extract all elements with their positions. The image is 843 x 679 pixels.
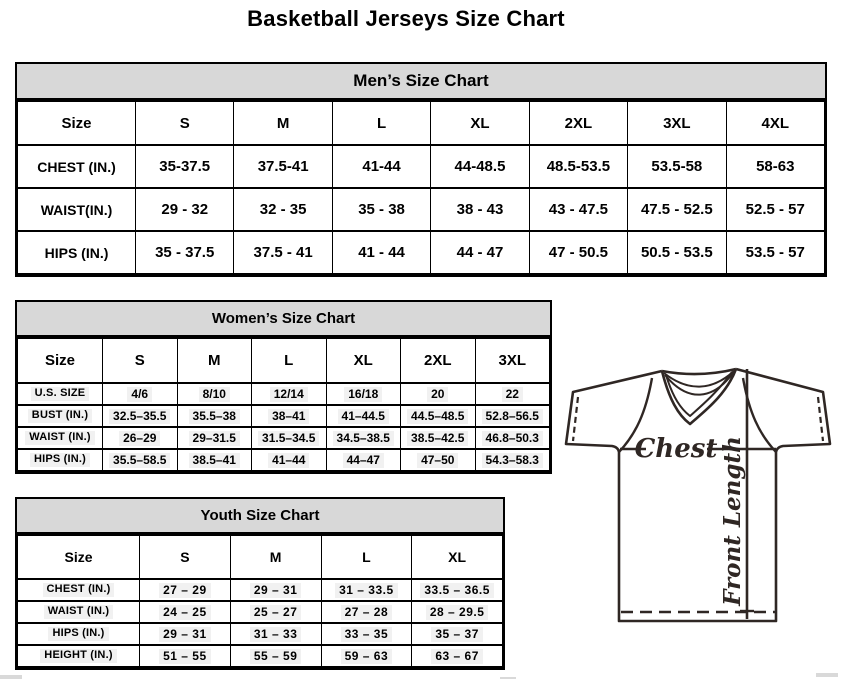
cropped-cell-artifact [0, 675, 22, 679]
youth-value-cell: 55 – 59 [230, 645, 321, 667]
womens-value-cell: 20 [401, 383, 476, 405]
youth-data-row [18, 623, 503, 645]
mens-value-cell: 53.5-58 [628, 145, 726, 188]
mens-value-cell: 38 - 43 [431, 188, 529, 231]
youth-value-cell: 35 – 37 [412, 623, 503, 645]
youth-column-header: Size [18, 535, 140, 579]
womens-value-cell: 29–31.5 [177, 427, 252, 449]
womens-column-header: L [252, 338, 327, 383]
womens-value-cell: 26–29 [103, 427, 178, 449]
womens-value-cell: 54.3–58.3 [475, 449, 550, 471]
youth-value-cell: 24 – 25 [140, 601, 231, 623]
mens-value-cell: 37.5 - 41 [234, 231, 332, 274]
mens-header-row [18, 101, 825, 145]
womens-column-header: M [177, 338, 252, 383]
youth-value-cell: 63 – 67 [412, 645, 503, 667]
womens-column-header: XL [326, 338, 401, 383]
youth-value-cell: 28 – 29.5 [412, 601, 503, 623]
womens-value-cell: 44.5–48.5 [401, 405, 476, 427]
page-title: Basketball Jerseys Size Chart [247, 6, 565, 31]
womens-value-cell: 41–44.5 [326, 405, 401, 427]
womens-value-cell: 4/6 [103, 383, 178, 405]
right-cuff-dashed-icon [818, 397, 823, 441]
mens-value-cell: 29 - 32 [136, 188, 234, 231]
mens-value-cell: 41 - 44 [332, 231, 430, 274]
youth-data-row [18, 579, 503, 601]
mens-column-header: XL [431, 101, 529, 145]
womens-value-cell: 38–41 [252, 405, 327, 427]
youth-data-row [18, 601, 503, 623]
youth-value-cell: 31 – 33 [230, 623, 321, 645]
mens-value-cell: 48.5-53.5 [529, 145, 627, 188]
womens-row-label: U.S. SIZE [18, 383, 103, 405]
collar-top-edge-icon [662, 369, 736, 374]
mens-column-header: M [234, 101, 332, 145]
youth-size-table [17, 534, 503, 668]
mens-value-cell: 35 - 37.5 [136, 231, 234, 274]
youth-value-cell: 33.5 – 36.5 [412, 579, 503, 601]
left-cuff-dashed-icon [573, 397, 578, 441]
womens-value-cell: 52.8–56.5 [475, 405, 550, 427]
youth-size-chart-panel [15, 497, 505, 670]
youth-value-cell: 59 – 63 [321, 645, 412, 667]
youth-value-cell: 33 – 35 [321, 623, 412, 645]
womens-value-cell: 35.5–58.5 [103, 449, 178, 471]
mens-data-row [18, 231, 825, 274]
mens-size-chart-panel [15, 62, 827, 277]
womens-value-cell: 35.5–38 [177, 405, 252, 427]
mens-value-cell: 32 - 35 [234, 188, 332, 231]
chest-label: Chest [634, 434, 718, 464]
youth-column-header: L [321, 535, 412, 579]
mens-size-table [17, 100, 825, 275]
womens-row-label: BUST (IN.) [18, 405, 103, 427]
mens-column-header: 2XL [529, 101, 627, 145]
mens-value-cell: 58-63 [726, 145, 824, 188]
mens-column-header: Size [18, 101, 136, 145]
mens-value-cell: 35-37.5 [136, 145, 234, 188]
womens-header-row [18, 338, 550, 383]
mens-column-header: S [136, 101, 234, 145]
mens-value-cell: 37.5-41 [234, 145, 332, 188]
womens-value-cell: 46.8–50.3 [475, 427, 550, 449]
mens-value-cell: 44-48.5 [431, 145, 529, 188]
mens-row-label: CHEST (IN.) [18, 145, 136, 188]
womens-column-header: S [103, 338, 178, 383]
mens-size-chart-heading: Men’s Size Chart [17, 64, 825, 100]
mens-value-cell: 53.5 - 57 [726, 231, 824, 274]
womens-value-cell: 32.5–35.5 [103, 405, 178, 427]
womens-value-cell: 38.5–41 [177, 449, 252, 471]
mens-row-label: HIPS (IN.) [18, 231, 136, 274]
womens-value-cell: 8/10 [177, 383, 252, 405]
youth-column-header: XL [412, 535, 503, 579]
youth-value-cell: 29 – 31 [140, 623, 231, 645]
womens-data-row [18, 449, 550, 471]
youth-size-chart-heading: Youth Size Chart [17, 499, 503, 534]
womens-size-chart-heading: Women’s Size Chart [17, 302, 550, 337]
youth-value-cell: 27 – 28 [321, 601, 412, 623]
womens-value-cell: 38.5–42.5 [401, 427, 476, 449]
womens-value-cell: 16/18 [326, 383, 401, 405]
womens-row-label: HIPS (IN.) [18, 449, 103, 471]
youth-header-row [18, 535, 503, 579]
mens-value-cell: 43 - 47.5 [529, 188, 627, 231]
womens-value-cell: 41–44 [252, 449, 327, 471]
youth-column-header: S [140, 535, 231, 579]
youth-value-cell: 27 – 29 [140, 579, 231, 601]
youth-value-cell: 31 – 33.5 [321, 579, 412, 601]
womens-value-cell: 44–47 [326, 449, 401, 471]
mens-column-header: 3XL [628, 101, 726, 145]
womens-value-cell: 34.5–38.5 [326, 427, 401, 449]
mens-value-cell: 47 - 50.5 [529, 231, 627, 274]
womens-column-header: 2XL [401, 338, 476, 383]
womens-data-row [18, 405, 550, 427]
womens-size-table [17, 337, 550, 472]
mens-data-row [18, 145, 825, 188]
youth-row-label: WAIST (IN.) [18, 601, 140, 623]
womens-value-cell: 47–50 [401, 449, 476, 471]
mens-data-row [18, 188, 825, 231]
womens-size-chart-panel [15, 300, 552, 474]
youth-data-row [18, 645, 503, 667]
mens-value-cell: 41-44 [332, 145, 430, 188]
mens-row-label: WAIST(IN.) [18, 188, 136, 231]
mens-column-header: 4XL [726, 101, 824, 145]
mens-value-cell: 52.5 - 57 [726, 188, 824, 231]
jersey-measurement-diagram [553, 356, 843, 630]
womens-value-cell: 12/14 [252, 383, 327, 405]
youth-value-cell: 25 – 27 [230, 601, 321, 623]
mens-value-cell: 47.5 - 52.5 [628, 188, 726, 231]
youth-column-header: M [230, 535, 321, 579]
youth-row-label: HIPS (IN.) [18, 623, 140, 645]
mens-value-cell: 35 - 38 [332, 188, 430, 231]
jersey-outline-icon [566, 369, 830, 621]
mens-column-header: L [332, 101, 430, 145]
youth-value-cell: 51 – 55 [140, 645, 231, 667]
youth-row-label: HEIGHT (IN.) [18, 645, 140, 667]
mens-value-cell: 50.5 - 53.5 [628, 231, 726, 274]
youth-row-label: CHEST (IN.) [18, 579, 140, 601]
womens-value-cell: 22 [475, 383, 550, 405]
front-length-label: Front Length [719, 436, 746, 606]
mens-value-cell: 44 - 47 [431, 231, 529, 274]
cropped-cell-artifact [816, 673, 838, 677]
womens-data-row [18, 427, 550, 449]
youth-value-cell: 29 – 31 [230, 579, 321, 601]
womens-column-header: 3XL [475, 338, 550, 383]
womens-data-row [18, 383, 550, 405]
womens-row-label: WAIST (IN.) [18, 427, 103, 449]
womens-value-cell: 31.5–34.5 [252, 427, 327, 449]
womens-column-header: Size [18, 338, 103, 383]
